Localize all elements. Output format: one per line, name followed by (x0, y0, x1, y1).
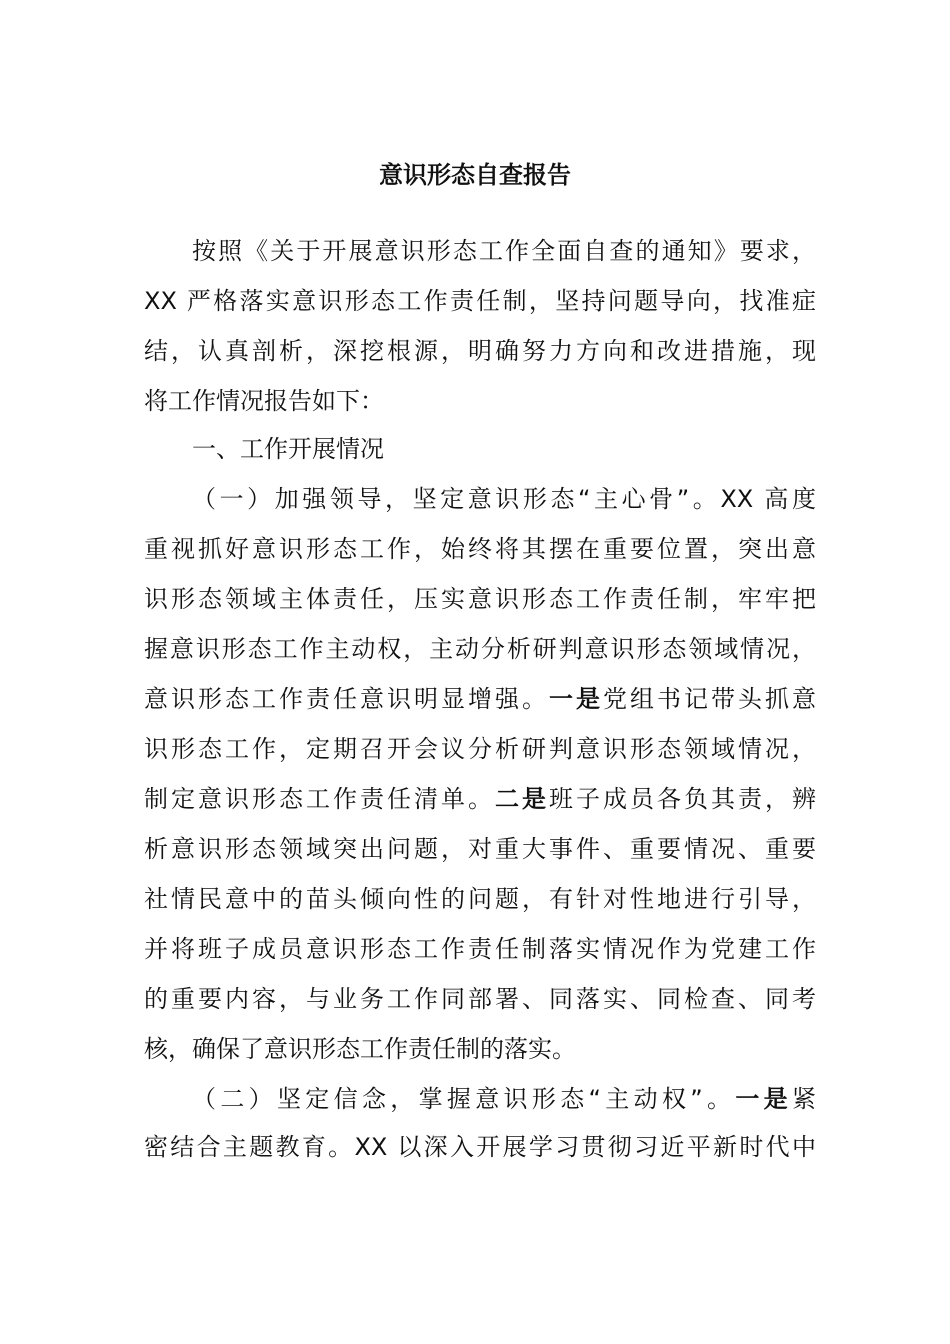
text-run: 紧 (792, 1085, 816, 1113)
text-run: 析意识形态领域突出问题，对重大事件、重要情况、重要 (144, 835, 816, 863)
text-run: 党组书记带头抓意 (603, 685, 816, 713)
paragraph-line (192, 1074, 816, 1124)
text-run: XX 严格落实意识形态工作责任制，坚持问题导向，找准症 (144, 287, 816, 315)
text-run: 将工作情况报告如下： (144, 387, 384, 415)
paragraph-line (144, 326, 816, 376)
paragraph-line (144, 924, 816, 974)
text-run: 密结合主题教育。XX 以深入开展学习贯彻习近平新时代中 (144, 1133, 816, 1161)
text-run: 握意识形态工作主动权，主动分析研判意识形态领域情况， (144, 635, 816, 663)
text-run: （一）加强领导，坚定意识形态“主心骨”。XX 高度 (192, 485, 816, 513)
text-run: 按照《关于开展意识形态工作全面自查的通知》要求， (192, 237, 816, 265)
text-run: 识形态领域主体责任，压实意识形态工作责任制，牢牢把 (144, 585, 816, 613)
text-run: （二）坚定信念，掌握意识形态“主动权”。 (192, 1085, 736, 1113)
bold-run: 一是 (735, 1085, 792, 1113)
paragraph-line (144, 674, 816, 724)
text-run: 核，确保了意识形态工作责任制的落实。 (144, 1035, 576, 1063)
paragraph-line (192, 474, 816, 524)
paragraph-line (144, 824, 816, 874)
paragraph-line (144, 874, 816, 924)
text-run: 结，认真剖析，深挖根源，明确努力方向和改进措施，现 (144, 337, 816, 365)
text-run: 识形态工作，定期召开会议分析研判意识形态领域情况， (144, 735, 816, 763)
bold-run: 二是 (495, 785, 549, 813)
paragraph-line (144, 276, 816, 326)
paragraph-line (144, 624, 816, 674)
text-run: 一、工作开展情况 (192, 435, 384, 463)
paragraph-line (144, 774, 816, 824)
text-run: 社情民意中的苗头倾向性的问题，有针对性地进行引导， (144, 885, 816, 913)
text-run: 班子成员各负其责，辨 (549, 785, 816, 813)
paragraph-line (192, 226, 816, 276)
paragraph-line (144, 724, 816, 774)
text-run: 的重要内容，与业务工作同部署、同落实、同检查、同考 (144, 985, 816, 1013)
document-title: 意识形态自查报告 (379, 161, 571, 189)
paragraph-line (144, 1122, 816, 1172)
paragraph-line (144, 574, 816, 624)
text-run: 制定意识形态工作责任清单。 (144, 785, 495, 813)
text-run: 并将班子成员意识形态工作责任制落实情况作为党建工作 (144, 935, 816, 963)
paragraph-line (144, 1024, 816, 1074)
paragraph-line (144, 974, 816, 1024)
text-run: 意识形态工作责任意识明显增强。 (144, 685, 549, 713)
paragraph-line (144, 524, 816, 574)
section-heading (192, 424, 816, 474)
text-run: 重视抓好意识形态工作，始终将其摆在重要位置，突出意 (144, 535, 816, 563)
paragraph-line (144, 376, 816, 426)
bold-run: 一是 (549, 685, 603, 713)
